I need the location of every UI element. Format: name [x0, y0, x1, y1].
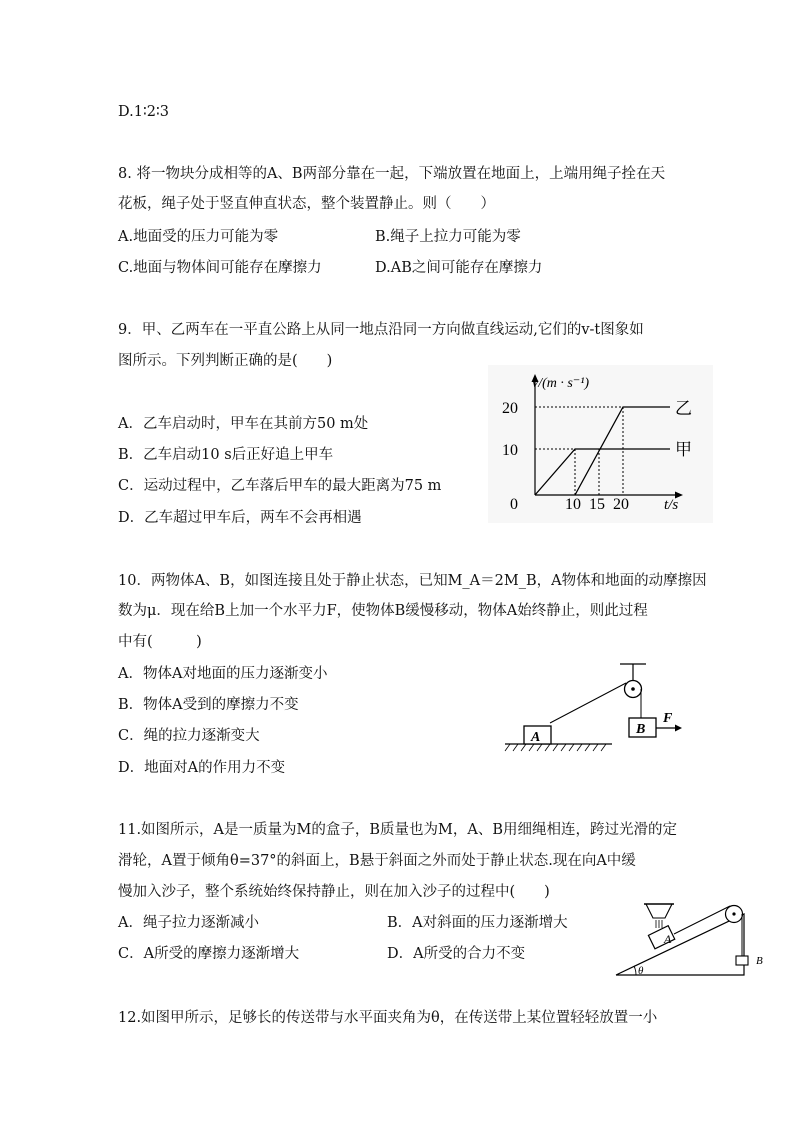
q9-tick-10: 10 [502, 442, 518, 459]
q11-label-a: A [664, 932, 672, 946]
q10-stem-line-2: 数为μ．现在给B上加一个水平力F，使物体B缓慢移动，物体A始终静止，则此过程 [118, 603, 648, 619]
q8-option-b: B.绳子上拉力可能为零 [375, 229, 521, 245]
q10-ground-hatch [505, 744, 606, 751]
q8-option-a: A.地面受的压力可能为零 [118, 229, 279, 245]
q11-label-theta: θ [638, 965, 644, 977]
q9-option-b: B．乙车启动10 s后正好追上甲车 [118, 447, 334, 463]
q9-x-axis-label: t/s [664, 497, 679, 513]
q9-tick-t20: 20 [613, 496, 629, 513]
q11-figure [612, 896, 772, 980]
q9-origin-label: 0 [510, 496, 518, 513]
q10-option-a: A．物体A对地面的压力逐渐变小 [118, 666, 328, 682]
q8-option-d: D.AB之间可能存在摩擦力 [375, 260, 543, 276]
q9-label-yi: 乙 [675, 399, 692, 418]
q11-falling-sand [656, 920, 662, 928]
q9-option-c: C．运动过程中，乙车落后甲车的最大距离为75 m [118, 478, 442, 494]
q11-angle-arc [634, 966, 636, 975]
q11-stem-line-3: 慢加入沙子，整个系统始终保持静止，则在加入沙子的过程中( ) [118, 884, 550, 900]
q10-label-b: B [636, 722, 646, 737]
q10-option-b: B．物体A受到的摩擦力不变 [118, 697, 299, 713]
q11-rope-incline [674, 906, 730, 934]
q10-rope-a [550, 683, 626, 723]
q8-stem-line-2: 花板，绳子处于竖直伸直状态，整个装置静止。则（ ） [118, 196, 495, 212]
q9-stem-line-2: 图所示。下列判断正确的是( ) [118, 353, 333, 369]
q11-option-c: C．A所受的摩擦力逐渐增大 [118, 946, 300, 962]
q9-tick-t10: 10 [565, 496, 581, 513]
q11-option-a: A．绳子拉力逐渐减小 [118, 915, 259, 931]
q11-incline [616, 914, 744, 975]
q11-sand-funnel [646, 904, 672, 918]
q8-option-c: C.地面与物体间可能存在摩擦力 [118, 260, 322, 276]
q10-stem-line-1: 10．两物体A、B，如图连接且处于静止状态，已知M_A＝2M_B，A物体和地面的动摩擦因 [118, 573, 707, 589]
q9-y-axis-label: v/(m · s⁻¹) [532, 376, 590, 391]
q11-block-b [736, 956, 748, 965]
q10-force-arrowhead [675, 725, 682, 732]
q10-figure [500, 660, 690, 760]
q10-pulley-axle [631, 687, 635, 691]
q10-option-d: D．地面对A的作用力不变 [118, 760, 286, 776]
q10-label-f: F [663, 711, 673, 726]
q9-tick-t15: 15 [589, 496, 605, 513]
q7-option-d: D.1∶2∶3 [118, 104, 169, 120]
q8-stem-line-1: 8. 将一物块分成相等的A、B两部分靠在一起，下端放置在地面上，上端用绳子拴在天 [118, 166, 666, 182]
q9-option-d: D．乙车超过甲车后，两车不会再相遇 [118, 510, 362, 526]
q10-label-a: A [531, 730, 541, 745]
q9-label-jia: 甲 [675, 440, 692, 459]
q10-stem-line-3: 中有( ) [118, 634, 202, 650]
q11-label-b: B [756, 955, 763, 967]
q10-option-c: C．绳的拉力逐渐变大 [118, 728, 260, 744]
q9-option-a: A．乙车启动时，甲车在其前方50 m处 [118, 416, 369, 432]
q11-option-d: D．A所受的合力不变 [387, 946, 526, 962]
q11-stem-line-1: 11.如图所示，A是一质量为M的盒子，B质量也为M，A、B用细绳相连，跨过光滑的定 [118, 822, 678, 838]
q9-stem-line-1: 9．甲、乙两车在一平直公路上从同一地点沿同一方向做直线运动,它们的v-t图象如 [118, 322, 644, 338]
q9-tick-20: 20 [502, 400, 518, 417]
q11-stem-line-2: 滑轮，A置于倾角θ=37°的斜面上，B悬于斜面之外而处于静止状态.现在向A中缓 [118, 853, 636, 869]
q11-pulley-axle [732, 912, 735, 915]
q11-option-b: B．A对斜面的压力逐渐增大 [387, 915, 568, 931]
q9-vt-graph [488, 365, 713, 523]
q12-stem-line-1: 12.如图甲所示，足够长的传送带与水平面夹角为θ，在传送带上某位置轻轻放置一小 [118, 1010, 658, 1026]
